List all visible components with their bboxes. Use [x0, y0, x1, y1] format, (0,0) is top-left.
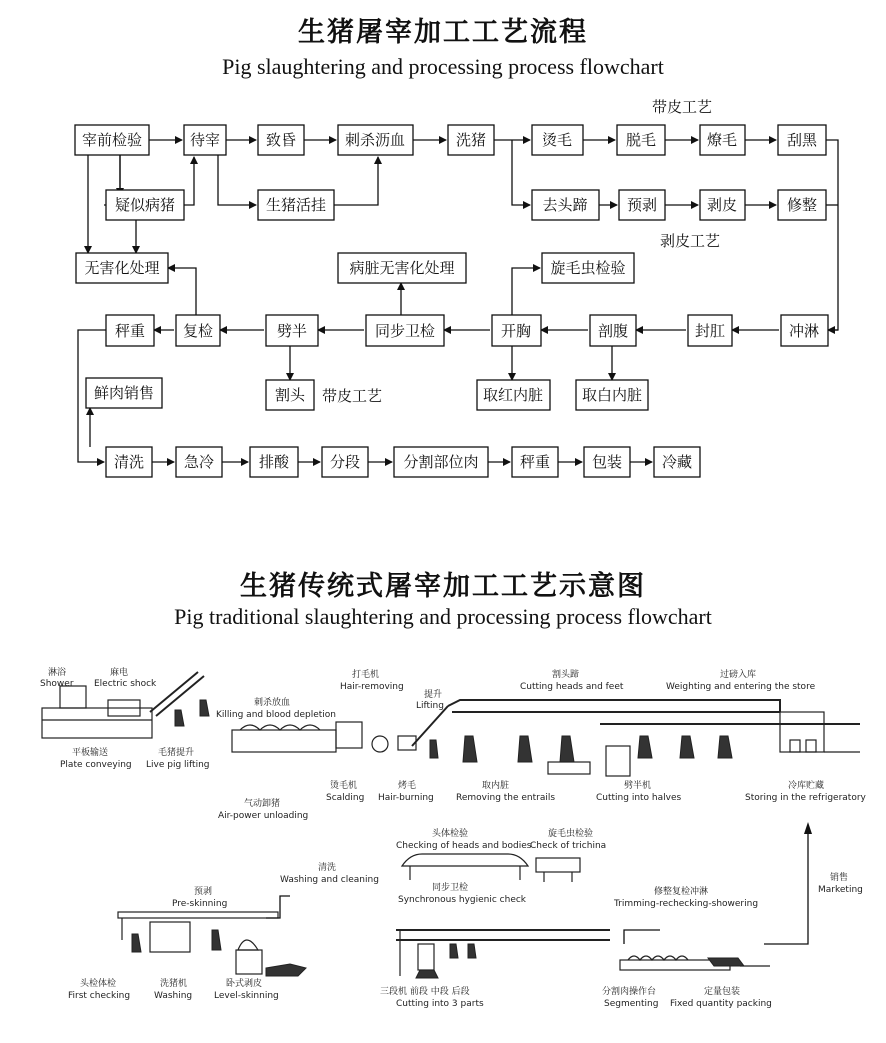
label-seg-en: Segmenting — [604, 999, 659, 1009]
label-shower-zh: 淋浴 — [48, 668, 67, 678]
svg-text:无害化处理: 无害化处理 — [84, 259, 160, 277]
label-three-en: Cutting into 3 parts — [396, 999, 484, 1009]
note-skin-on-process-top: 带皮工艺 — [652, 98, 713, 116]
label-scald-en: Scalding — [326, 793, 365, 803]
label-washing-zh: 洗猪机 — [160, 979, 188, 989]
svg-text:烫毛: 烫毛 — [541, 131, 573, 149]
label-store-en: Storing in the refrigeratory — [745, 793, 866, 803]
label-seg-zh: 分割肉操作台 — [602, 987, 657, 997]
label-sync-en: Synchronous hygienic check — [398, 895, 527, 905]
svg-text:宰前检验: 宰前检验 — [81, 131, 143, 149]
label-checkhead-en: Checking of heads and bodies — [396, 841, 532, 851]
label-trim-zh: 修整复检冲淋 — [654, 887, 709, 897]
label-cuthead-en: Cutting heads and feet — [520, 682, 624, 692]
svg-text:冷藏: 冷藏 — [661, 453, 693, 471]
svg-text:剖腹: 剖腹 — [597, 322, 629, 340]
label-hair-zh: 打毛机 — [352, 670, 380, 680]
label-shower-en: Shower — [40, 679, 74, 689]
label-market-en: Marketing — [818, 885, 863, 895]
svg-text:封肛: 封肛 — [694, 322, 726, 340]
svg-text:刺杀沥血: 刺杀沥血 — [344, 131, 406, 149]
label-entrails-zh: 取内脏 — [482, 781, 510, 791]
svg-text:冲淋: 冲淋 — [788, 322, 820, 340]
note-skinning-process: 剥皮工艺 — [660, 232, 721, 250]
svg-text:预剥: 预剥 — [626, 196, 658, 214]
label-lifting-zh: 提升 — [424, 690, 443, 700]
label-burn-zh: 烤毛 — [398, 781, 417, 791]
label-lift-en: Live pig lifting — [146, 760, 210, 770]
label-trich-zh: 旋毛虫检验 — [548, 829, 594, 839]
label-sync-zh: 同步卫检 — [432, 883, 469, 893]
label-store-zh: 冷库贮藏 — [788, 781, 825, 791]
label-cuthead-zh: 割头蹄 — [552, 670, 580, 680]
label-pack-zh: 定量包装 — [704, 987, 741, 997]
label-entrails-en: Removing the entrails — [456, 793, 556, 803]
svg-text:排酸: 排酸 — [258, 453, 290, 471]
svg-text:秤重: 秤重 — [519, 453, 551, 471]
label-washing-en: Washing — [154, 991, 193, 1001]
svg-text:致昏: 致昏 — [265, 131, 297, 149]
label-checkhead-zh: 头体检验 — [432, 829, 469, 839]
label-preskin-zh: 预剥 — [194, 887, 213, 897]
svg-text:疑似病猪: 疑似病猪 — [114, 196, 176, 214]
svg-text:洗猪: 洗猪 — [455, 131, 487, 149]
label-first-en: First checking — [68, 991, 131, 1001]
label-unload-zh: 气动卸猪 — [244, 799, 281, 809]
svg-text:取红内脏: 取红内脏 — [482, 386, 544, 404]
svg-text:分割部位肉: 分割部位肉 — [403, 453, 479, 471]
svg-text:修整: 修整 — [786, 196, 818, 214]
label-weigh-en: Weighting and entering the store — [666, 682, 816, 692]
lower-middle-drawing — [396, 930, 610, 978]
svg-text:鲜肉销售: 鲜肉销售 — [93, 384, 155, 402]
svg-text:待宰: 待宰 — [189, 131, 221, 149]
lower-right-drawing — [620, 930, 770, 970]
label-preskin-en: Pre-skinning — [172, 899, 228, 909]
label-lifting-en: Lifting — [416, 701, 444, 711]
label-shock-zh: 麻电 — [110, 668, 129, 678]
label-trim-en: Trimming-rechecking-showering — [614, 899, 759, 909]
label-market-zh: 销售 — [830, 873, 849, 883]
label-scald-zh: 烫毛机 — [330, 781, 358, 791]
label-plate-en: Plate conveying — [60, 760, 132, 770]
svg-text:割头: 割头 — [274, 386, 306, 404]
svg-text:去头蹄: 去头蹄 — [542, 196, 588, 214]
svg-text:剥皮: 剥皮 — [706, 196, 738, 214]
label-level-en: Level-skinning — [214, 991, 279, 1001]
label-pack-en: Fixed quantity packing — [670, 999, 772, 1009]
svg-text:刮黑: 刮黑 — [786, 131, 818, 149]
label-three-zh: 三段机 前段 中段 后段 — [380, 987, 470, 997]
svg-text:病脏无害化处理: 病脏无害化处理 — [349, 259, 455, 277]
svg-text:同步卫检: 同步卫检 — [374, 322, 436, 340]
label-shock-en: Electric shock — [94, 679, 157, 689]
label-kill-zh: 刺杀放血 — [254, 698, 291, 708]
label-halves-zh: 劈半机 — [624, 781, 652, 791]
label-level-zh: 卧式剥皮 — [226, 979, 263, 989]
label-wash-en: Washing and cleaning — [280, 875, 379, 885]
label-lift-zh: 毛猪提升 — [158, 748, 195, 758]
svg-text:生猪活挂: 生猪活挂 — [265, 196, 327, 214]
label-weigh-zh: 过磅入库 — [720, 670, 757, 680]
flowchart2-title-en: Pig traditional slaughtering and processing process flowchart — [174, 604, 712, 629]
svg-text:开胸: 开胸 — [500, 322, 532, 340]
svg-text:旋毛虫检验: 旋毛虫检验 — [550, 259, 626, 277]
label-wash-zh: 清洗 — [318, 863, 337, 873]
label-burn-en: Hair-burning — [378, 793, 434, 803]
svg-text:清洗: 清洗 — [113, 453, 145, 471]
label-unload-en: Air-power unloading — [218, 811, 309, 821]
label-hair-en: Hair-removing — [340, 682, 404, 692]
label-plate-zh: 平板输送 — [72, 748, 109, 758]
svg-text:急冷: 急冷 — [183, 453, 215, 471]
label-halves-en: Cutting into halves — [596, 793, 682, 803]
svg-text:包装: 包装 — [591, 453, 623, 471]
flowchart2-title-zh: 生猪传统式屠宰加工工艺示意图 — [240, 571, 646, 602]
svg-text:分段: 分段 — [329, 453, 361, 471]
flowchart1-title-en: Pig slaughtering and processing process flowchart — [222, 54, 664, 79]
label-trich-en: Check of trichina — [530, 841, 607, 851]
svg-text:秤重: 秤重 — [114, 322, 146, 340]
label-kill-en: Killing and blood depletion — [216, 710, 337, 720]
flowchart1-title-zh: 生猪屠宰加工工艺流程 — [298, 17, 588, 48]
note-skin-on-process-bottom: 带皮工艺 — [322, 387, 383, 405]
label-first-zh: 头检体检 — [80, 979, 117, 989]
svg-text:取白内脏: 取白内脏 — [581, 386, 643, 404]
svg-text:脱毛: 脱毛 — [625, 131, 657, 149]
svg-text:燎毛: 燎毛 — [706, 131, 738, 149]
svg-text:复检: 复检 — [182, 322, 214, 340]
svg-text:劈半: 劈半 — [276, 322, 308, 340]
